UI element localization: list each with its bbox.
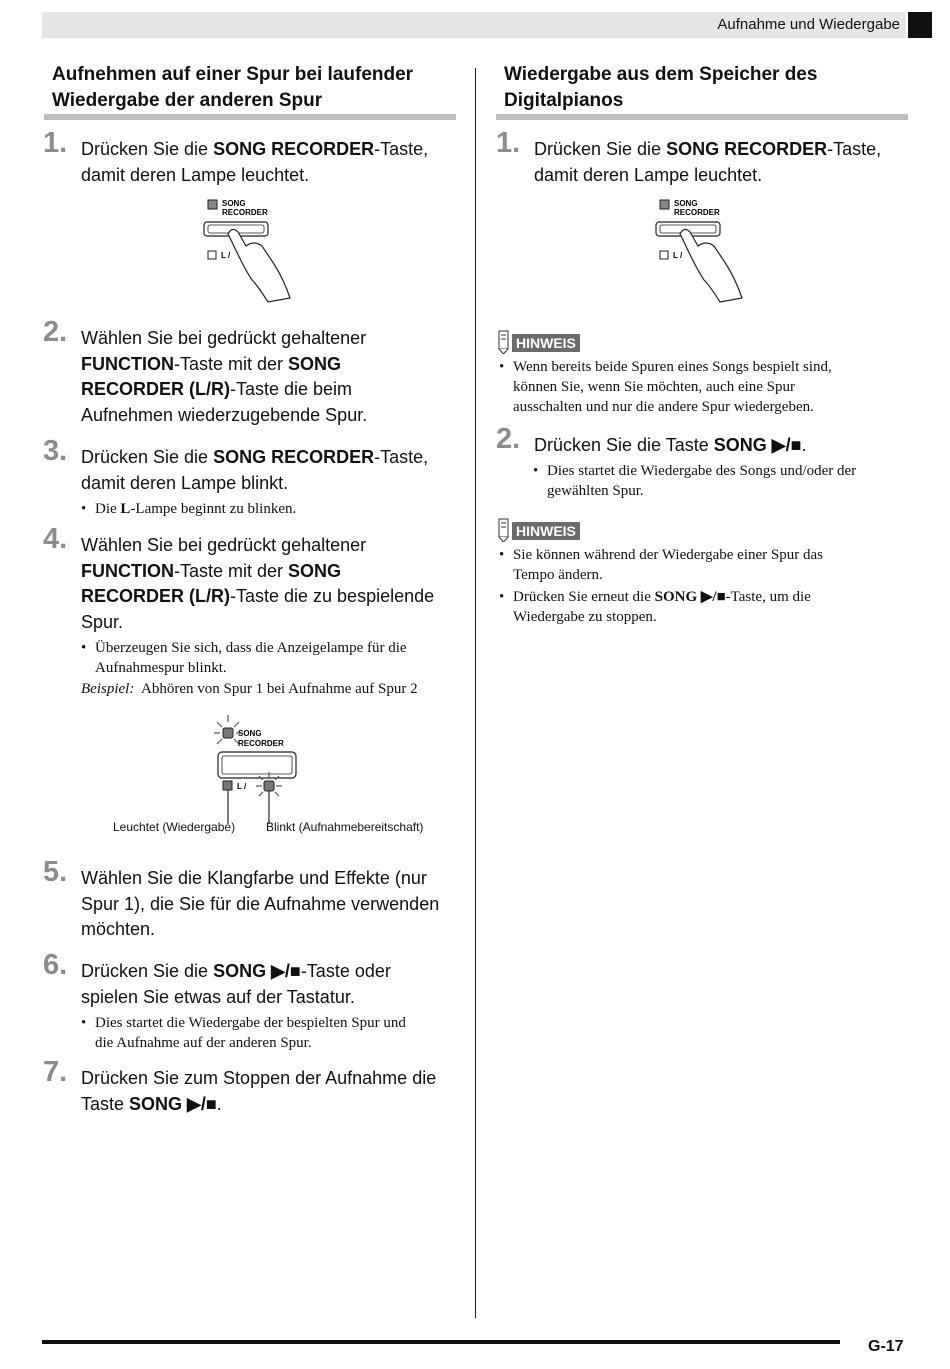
left-step-6-note: • Dies startet die Wiedergabe der bespielten Spur und die Aufnahme auf der anderen Spur. <box>81 1015 406 1051</box>
right-step-2-note: • Dies startet die Wiedergabe des Songs und/oder der gewählten Spur. <box>533 463 857 499</box>
hinweis-1-text: • Wenn bereits beide Spuren eines Songs bespielt sind, können Sie, wenn Sie möchten, auch eine Spur ausschalten und nur die andere Spur wiedergeben. <box>499 359 832 415</box>
hinweis-2-bullet-2: • Drücken Sie erneut die SONG ▶/■-Taste, um die Wiedergabe zu stoppen. <box>499 589 811 625</box>
svg-text:L /: L / <box>237 782 247 791</box>
hinweis-2-bullet-1: • Sie können während der Wiedergabe einer Spur das Tempo ändern. <box>499 547 823 583</box>
song-recorder-button-figure-right <box>650 194 760 306</box>
svg-text:RECORDER: RECORDER <box>238 739 284 748</box>
left-step-3-note: • Die L-Lampe beginnt zu blinken. <box>81 501 297 517</box>
left-section-rule <box>44 114 456 120</box>
right-section-title: Wiedergabe aus dem Speicher des Digitalpianos <box>504 64 818 111</box>
step-number: 1. <box>43 127 68 159</box>
caption-right: Blinkt (Aufnahmebereitschaft) <box>266 820 424 834</box>
right-section-rule <box>496 114 908 120</box>
column-divider <box>475 68 476 1318</box>
svg-text:RECORDER: RECORDER <box>674 208 720 217</box>
header-marker <box>908 12 932 38</box>
hand-icon <box>680 229 742 302</box>
pencil-note-icon <box>496 330 512 354</box>
svg-text:RECORDER: RECORDER <box>222 208 268 217</box>
header-title: Aufnahme und Wiedergabe <box>717 16 900 33</box>
svg-text:SONG: SONG <box>222 199 246 208</box>
footer-rule <box>42 1340 840 1344</box>
example-line: Beispiel: Abhören von Spur 1 bei Aufnahme auf Spur 2 <box>81 681 418 697</box>
svg-text:SONG: SONG <box>674 199 698 208</box>
page-number: G-17 <box>868 1338 904 1355</box>
hand-icon <box>228 229 290 302</box>
svg-text:L /: L / <box>221 251 231 260</box>
caption-left: Leuchtet (Wiedergabe) <box>113 820 236 834</box>
left-section-title: Aufnehmen auf einer Spur bei laufender Wiedergabe der anderen Spur <box>52 64 414 111</box>
song-recorder-button-figure <box>198 194 308 306</box>
svg-text:SONG: SONG <box>238 729 262 738</box>
indicator-lamps-figure <box>200 712 310 824</box>
svg-text:L /: L / <box>673 251 683 260</box>
left-step-4-note: • Überzeugen Sie sich, dass die Anzeigelampe für die Aufnahmespur blinkt. <box>81 640 407 676</box>
pencil-note-icon <box>496 518 512 542</box>
